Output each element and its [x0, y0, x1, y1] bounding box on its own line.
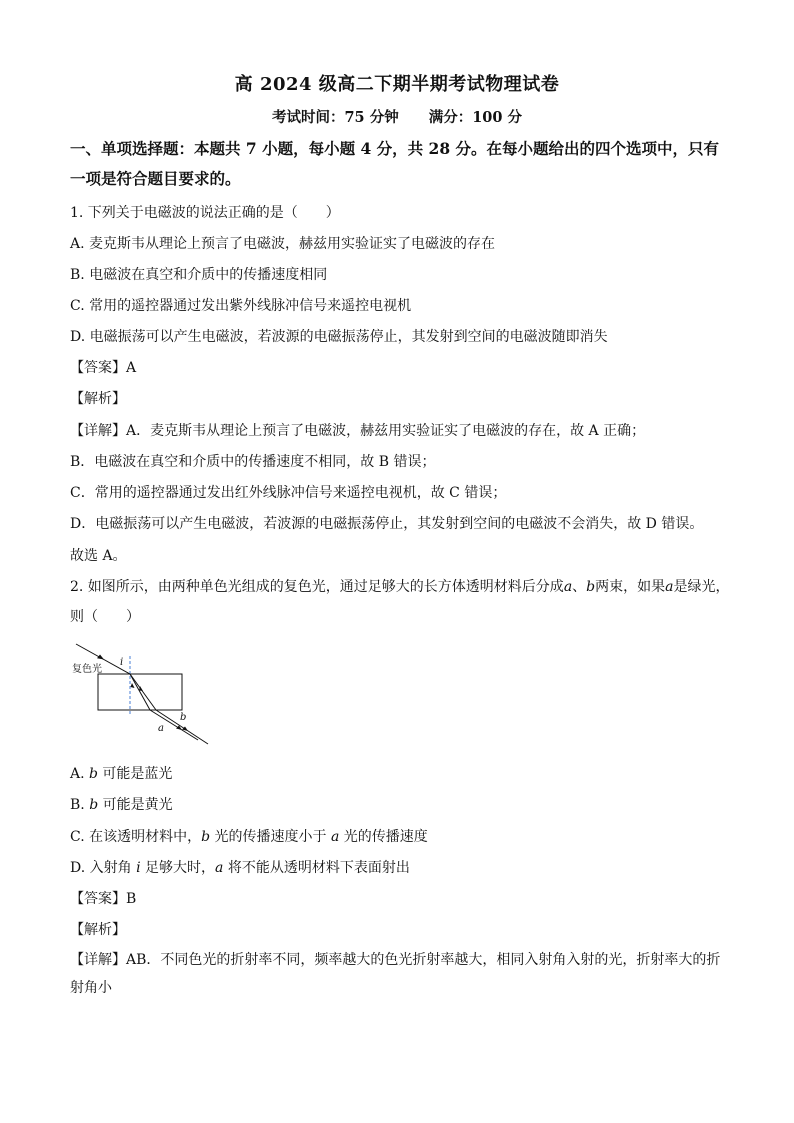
exam-time: 考试时间：75 分钟: [271, 109, 399, 126]
q2-detail: 【详解】AB．不同色光的折射率不同，频率越大的色光折射率越大，相同入射角入射的光，折射率大的折射角小: [70, 952, 721, 996]
q1-stem: 1. 下列关于电磁波的说法正确的是（ ）: [70, 205, 340, 221]
q1-option-c: C. 常用的遥控器通过发出紫外线脉冲信号来遥控电视机: [70, 298, 412, 314]
q1-option-a: A. 麦克斯韦从理论上预言了电磁波，赫兹用实验证实了电磁波的存在: [70, 236, 496, 252]
beam-b-label: b: [180, 712, 187, 723]
q1-conclusion: 故选 A。: [70, 548, 127, 564]
q1-detail-b: B．电磁波在真空和介质中的传播速度不相同，故 B 错误；: [70, 454, 436, 470]
incident-label: 复色光: [72, 664, 102, 675]
q2-option-c: C. 在该透明材料中，b 光的传播速度小于 a 光的传播速度: [70, 829, 428, 845]
refraction-diagram: [70, 634, 215, 754]
q2-option-b: B. b 可能是黄光: [70, 797, 173, 813]
q2-stem-line2: 则（ ）: [70, 609, 140, 625]
exam-score: 满分：100 分: [428, 109, 523, 126]
q2-answer: 【答案】B: [70, 891, 137, 907]
refracted-ray-b: [130, 674, 156, 710]
q2-stem: 2. 如图所示，由两种单色光组成的复色光，通过足够大的长方体透明材料后分成a、b两束，如果a是绿光，: [70, 579, 730, 595]
q1-option-d: D. 电磁振荡可以产生电磁波，若波源的电磁振荡停止，其发射到空间的电磁波随即消失: [70, 329, 608, 345]
q2-option-d: D. 入射角 i 足够大时，a 将不能从透明材料下表面射出: [70, 860, 410, 876]
refracted-ray-a: [130, 674, 150, 710]
exam-subtitle: [0, 106, 794, 127]
q1-analysis-label: 【解析】: [70, 391, 126, 407]
incident-arrow: [97, 655, 104, 660]
q2-analysis-label: 【解析】: [70, 922, 126, 938]
var-a: a: [563, 579, 573, 595]
inside-arrow: [131, 683, 135, 688]
angle-label: i: [120, 657, 124, 668]
section-heading: 一、单项选择题：本题共 7 小题，每小题 4 分，共 28 分。在每小题给出的四个选项中，只有一项是符合题目要求的。: [70, 139, 720, 188]
q1-answer: 【答案】A: [70, 360, 137, 376]
beam-a-label: a: [158, 723, 164, 734]
q1-option-b: B. 电磁波在真空和介质中的传播速度相同: [70, 267, 328, 283]
var-a: a: [665, 579, 674, 595]
exam-title: 高 2024 级高二下期半期考试物理试卷: [234, 74, 560, 95]
q2-option-a: A. b 可能是蓝光: [70, 766, 173, 782]
q1-detail-c: C．常用的遥控器通过发出红外线脉冲信号来遥控电视机，故 C 错误；: [70, 485, 507, 501]
q1-detail-d: D．电磁振荡可以产生电磁波，若波源的电磁振荡停止，其发射到空间的电磁波不会消失，故 D 错误。: [70, 516, 704, 532]
var-b: b: [586, 579, 596, 595]
q1-detail-a: 【详解】A．麦克斯韦从理论上预言了电磁波，赫兹用实验证实了电磁波的存在，故 A 正确；: [70, 423, 646, 439]
